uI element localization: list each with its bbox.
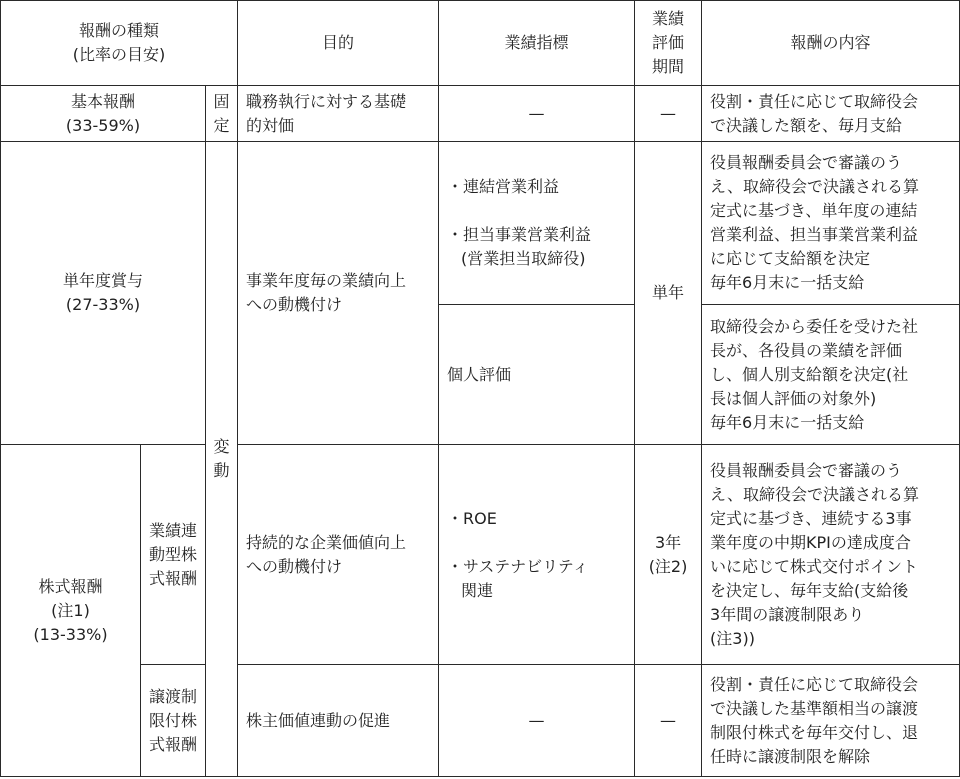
bonus-content-1: 役員報酬委員会で審議のう え、取締役会で決議される算 定式に基づき、単年度の連結 営業利益、担当事業営業利益 に応じて支給額を決定 毎年6月末に一括支給	[702, 142, 960, 305]
stock-type: 株式報酬 (注1) (13-33%)	[1, 445, 141, 777]
base-indicator: —	[439, 86, 635, 142]
stock-perf-period: 3年 (注2)	[635, 445, 702, 665]
header-period: 業績 評価 期間	[635, 1, 702, 86]
stock-restricted-purpose: 株主価値連動の促進	[238, 665, 439, 777]
indicator-line: (営業担当取締役)	[461, 249, 586, 268]
stock-restricted-content: 役割・責任に応じて取締役会 で決議した基準額相当の譲渡 制限付株式を毎年交付し、退 任時に譲渡制限を解除	[702, 665, 960, 777]
bonus-indicator-1	[439, 142, 635, 305]
stock-perf-purpose: 持続的な企業価値向上 への動機付け	[238, 445, 439, 665]
indicator-line: ・担当事業営業利益	[447, 225, 592, 244]
bonus-type: 単年度賞与 (27-33%)	[1, 142, 206, 445]
stock-perf-subtype: 業績連 動型株 式報酬	[141, 445, 206, 665]
header-type: 報酬の種類 (比率の目安)	[1, 1, 238, 86]
stock-perf-indicator	[439, 445, 635, 665]
indicator-line: ・連結営業利益	[447, 177, 560, 196]
header-indicator: 業績指標	[439, 1, 635, 86]
stock-restricted-subtype: 譲渡制 限付株 式報酬	[141, 665, 206, 777]
bonus-content-2: 取締役会から委任を受けた社 長が、各役員の業績を評価 し、個人別支給額を決定(社 長は個人評価の対象外) 毎年6月末に一括支給	[702, 305, 960, 445]
fixed-label: 固 定	[206, 86, 238, 142]
bonus-period: 単年	[635, 142, 702, 445]
base-type: 基本報酬 (33-59%)	[1, 86, 206, 142]
base-period: —	[635, 86, 702, 142]
header-row	[1, 1, 960, 86]
variable-label: 変 動	[206, 142, 238, 777]
stock-restricted-period: —	[635, 665, 702, 777]
indicator-line: 関連	[461, 580, 494, 600]
base-content: 役割・責任に応じて取締役会 で決議した額を、毎月支給	[702, 86, 960, 142]
row-stock-restricted	[1, 665, 960, 777]
stock-restricted-indicator: —	[439, 665, 635, 777]
indicator-line: ・ROE	[447, 508, 497, 528]
bonus-purpose: 事業年度毎の業績向上 への動機付け	[238, 142, 439, 445]
indicator-line: ・サステナビリティ	[447, 556, 589, 576]
header-content: 報酬の内容	[702, 1, 960, 86]
base-purpose: 職務執行に対する基礎 的対価	[238, 86, 439, 142]
header-purpose: 目的	[238, 1, 439, 86]
row-base	[1, 86, 960, 142]
row-stock-perf	[1, 445, 960, 665]
bonus-indicator-2: 個人評価	[439, 305, 635, 445]
stock-perf-content: 役員報酬委員会で審議のう え、取締役会で決議される算 定式に基づき、連続する3事 業年度の中期KPIの達成度合 いに応じて株式交付ポイント を決定し、毎年支給(支給後 3年間の譲渡制限あり (注3))	[702, 445, 960, 665]
row-bonus-1	[1, 142, 960, 305]
